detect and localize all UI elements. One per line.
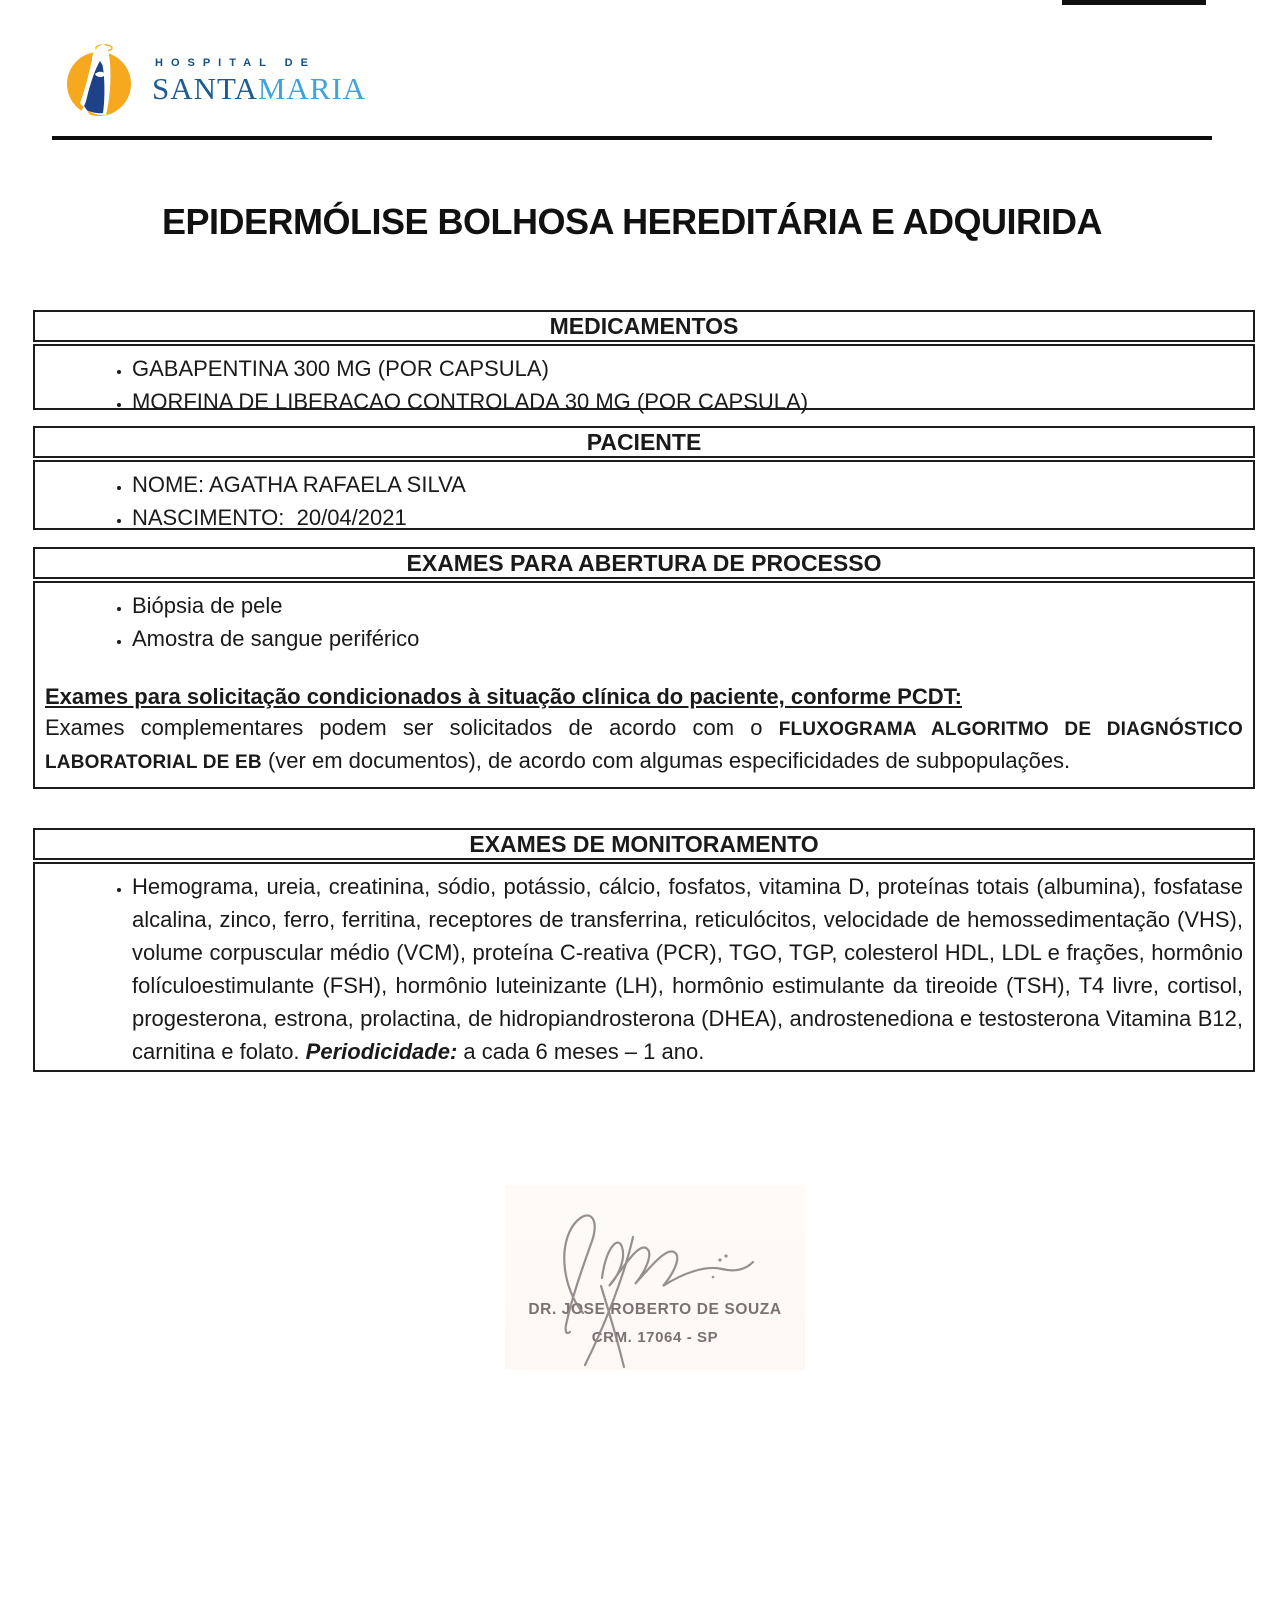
section-exames-monitoramento-header: EXAMES DE MONITORAMENTO xyxy=(33,828,1255,860)
exames-abertura-list xyxy=(35,589,1243,655)
doctor-crm: CRM. 17064 - SP xyxy=(591,1329,719,1346)
section-exames-monitoramento-body xyxy=(33,862,1255,1072)
section-exames-monitoramento xyxy=(33,828,1255,1072)
hospital-logo xyxy=(64,40,366,122)
periodicidade-label: Periodicidade: xyxy=(305,1039,458,1064)
signature-block xyxy=(505,1185,805,1370)
section-exames-abertura xyxy=(33,547,1255,789)
list-item: • Biópsia de pele xyxy=(132,589,1243,622)
list-item: • NASCIMENTO: 20/04/2021 xyxy=(132,501,1243,534)
section-medicamentos-body xyxy=(33,344,1255,414)
exames-monitoramento-list xyxy=(35,870,1250,1068)
medicamentos-list xyxy=(35,352,1243,418)
paciente-list xyxy=(35,468,1243,534)
hospital-logo-line1: HOSPITAL DE xyxy=(155,57,316,69)
list-item: • MORFINA DE LIBERACAO CONTROLADA 30 MG (POR CAPSULA) xyxy=(132,385,1243,418)
list-item: • GABAPENTINA 300 MG (POR CAPSULA) xyxy=(132,352,1243,385)
periodicidade-value: a cada 6 meses – 1 ano. xyxy=(457,1039,705,1064)
pcdt-note-paragraph xyxy=(45,712,1243,778)
logo-santa-text: SANTA xyxy=(152,71,258,106)
pcdt-note-heading: Exames para solicitação condicionados à situação clínica do paciente, conforme PCDT: xyxy=(45,684,962,709)
note-text-part2: (ver em documentos), de acordo com algumas especificidades de subpopulações. xyxy=(261,748,1071,773)
list-item: • NOME: AGATHA RAFAELA SILVA xyxy=(132,468,1243,501)
doctor-name: DR. JOSE ROBERTO DE SOUZA xyxy=(528,1301,782,1318)
monitoramento-text: Hemograma, ureia, creatinina, sódio, potássio, cálcio, fosfatos, vitamina D, proteínas totais (albumina), fosfatase alcalina, zinco, ferro, ferritina, receptores de transferrina, reticulócitos, velocidade de hemossedimentação (VHS), volume corpuscular médio (VCM), proteína C-reativa (PCR), TGO, TGP, colesterol HDL, LDL e frações, hormônio folículoestimulante (FSH), hormônio luteinizante (LH), hormônio estimulante da tireoide (TSH), T4 livre, cortisol, progesterona, estrona, prolactina, de hidropiandrosterona (DHEA), androstenediona e testosterona Vitamina B12, carnitina e folato. xyxy=(132,874,1250,1064)
section-exames-abertura-body xyxy=(33,581,1255,789)
note-text-bold: FLUXOGRAMA ALGORITMO DE DIAGNÓSTICO LABORATORIAL DE EB xyxy=(45,719,1243,773)
section-paciente-header: PACIENTE xyxy=(33,426,1255,458)
page-corner-mark xyxy=(1062,0,1206,5)
section-medicamentos xyxy=(33,310,1255,414)
document-title: EPIDERMÓLISE BOLHOSA HEREDITÁRIA E ADQUIRIDA xyxy=(161,201,1103,242)
handwritten-signature-icon xyxy=(505,1185,805,1370)
logo-maria-text: MARIA xyxy=(257,71,367,106)
note-text-part1: Exames complementares podem ser solicitados de acordo com o xyxy=(45,715,779,740)
list-item: • Amostra de sangue periférico xyxy=(132,622,1243,655)
header-divider xyxy=(52,136,1212,140)
section-exames-abertura-header: EXAMES PARA ABERTURA DE PROCESSO xyxy=(33,547,1255,579)
section-paciente-body xyxy=(33,460,1255,530)
section-medicamentos-header: MEDICAMENTOS xyxy=(33,310,1255,342)
list-item xyxy=(132,870,1250,1068)
hospital-logo-line2 xyxy=(152,73,366,104)
hospital-logo-text xyxy=(152,58,366,104)
section-paciente xyxy=(33,426,1255,530)
madonna-emblem-icon xyxy=(64,40,142,122)
